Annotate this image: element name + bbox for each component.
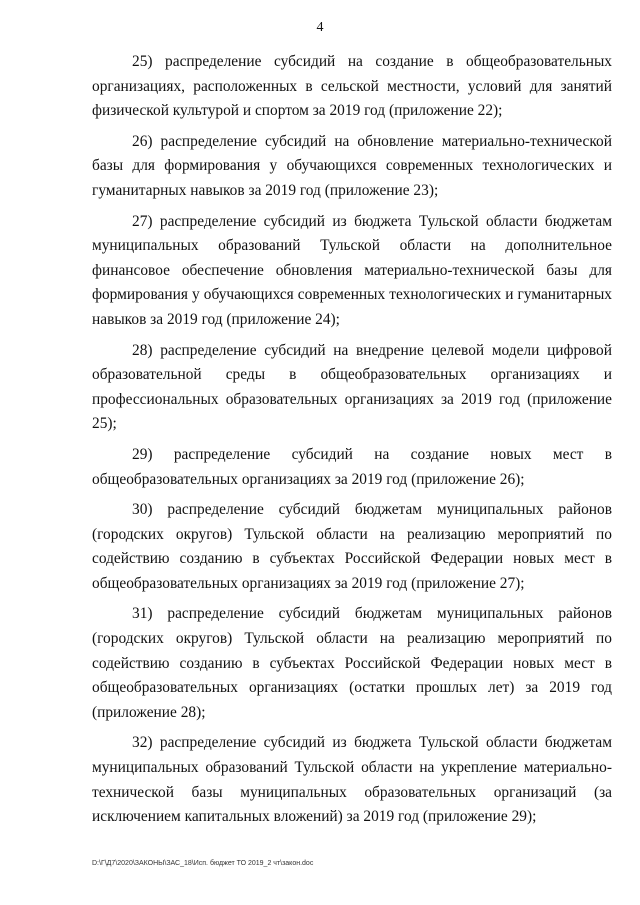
paragraph-item-32: 32) распределение субсидий из бюджета Тульской области бюджетам муниципальных образований Тульской области на укрепление материально-технической базы муниципальных образовательных организаций (за исключением капитальных вложений) за 2019 год (приложение 29); [92, 734, 612, 826]
paragraph-item-25: 25) распределение субсидий на создание в общеобразовательных организациях, расположенных в сельской местности, условий для занятий физической культурой и спортом за 2019 год (приложение 22); [92, 53, 612, 120]
paragraph-item-28: 28) распределение субсидий на внедрение целевой модели цифровой образовательной среды в общеобразовательных организациях и профессиональных образовательных организациях за 2019 год (приложение 25); [92, 341, 612, 433]
page-number: 4 [316, 20, 324, 35]
document-body [92, 50, 612, 836]
paragraph-item-26: 26) распределение субсидий на обновление материально-технической базы для формирования у обучающихся современных технологических и гуманитарных навыков за 2019 год (приложение 23); [92, 132, 612, 199]
paragraph-item-30: 30) распределение субсидий бюджетам муниципальных районов (городских округов) Тульской области на реализацию мероприятий по содействию созданию в субъектах Российской Федерации новых мест в общеобразовательных организациях за 2019 год (приложение 27); [92, 501, 612, 592]
paragraph-item-27: 27) распределение субсидий из бюджета Тульской области бюджетам муниципальных образований Тульской области на дополнительное финансовое обеспечение обновления материально-технической базы для формирования у обучающихся современных технологических и гуманитарных навыков за 2019 год (приложение 24); [92, 212, 612, 328]
paragraph-item-31: 31) распределение субсидий бюджетам муниципальных районов (городских округов) Тульской области на реализацию мероприятий по содействию созданию в субъектах Российской Федерации новых мест в общеобразовательных организациях (остатки прошлых лет) за 2019 год (приложение 28); [92, 605, 612, 721]
file-path-footer: D:\Г\Д7\2020\ЗАКОНЫ\ЗАС_18\Исп. бюджет ТО 2019_2 чт\закон.doc [92, 860, 314, 867]
paragraph-item-29: 29) распределение субсидий на создание новых мест в общеобразовательных организациях за 2019 год (приложение 26); [92, 445, 612, 488]
